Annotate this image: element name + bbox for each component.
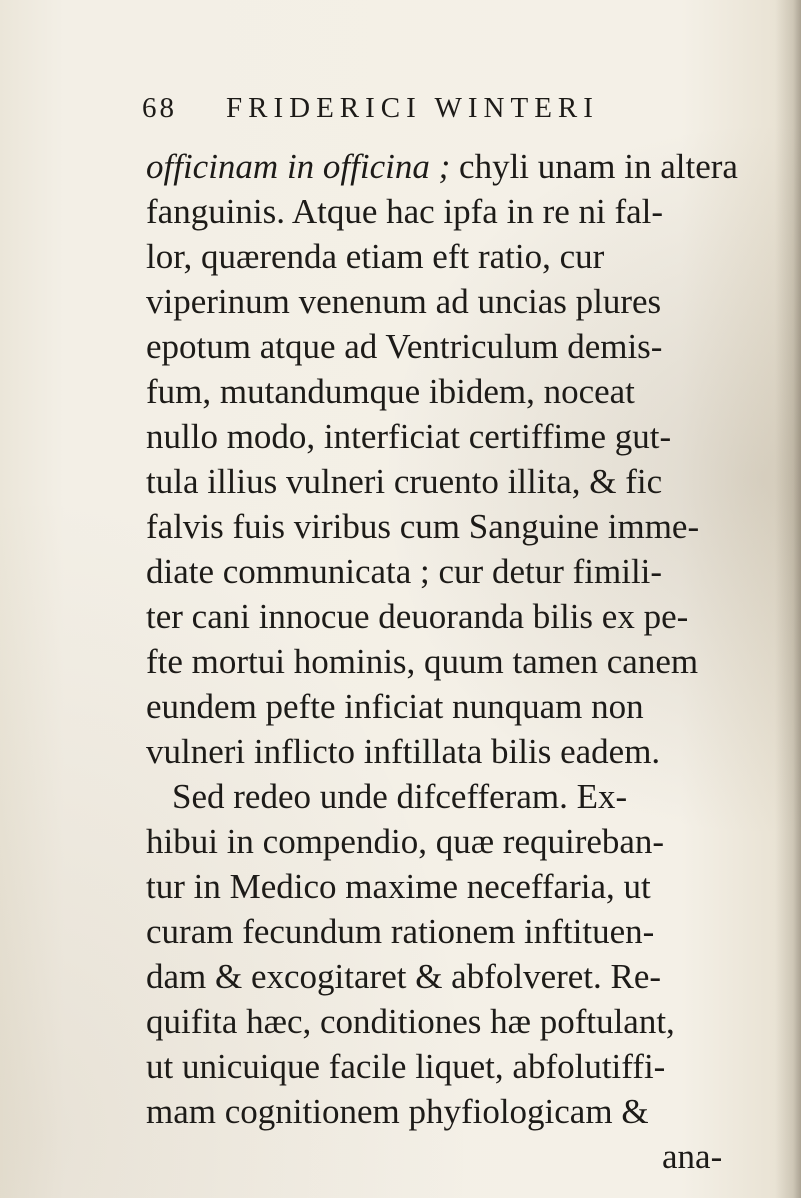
text-line: ut unicuique facile liquet, abfolutiffi-	[146, 1047, 666, 1086]
text-line: diate communicata ; cur detur fimili-	[146, 552, 663, 591]
running-head: FRIDERICI WINTERI	[226, 92, 599, 124]
text-line: fanguinis. Atque hac ipfa in re ni fal-	[146, 192, 664, 231]
text-line: tula illius vulneri cruento illita, & fic	[146, 462, 663, 501]
text-line: hibui in compendio, quæ requireban-	[146, 822, 665, 861]
catchword: ana-	[662, 1137, 723, 1176]
text-line: quifita hæc, conditiones hæ poftulant,	[146, 1002, 675, 1041]
italic-phrase: officinam in officina ;	[146, 147, 451, 186]
page-number: 68	[142, 92, 177, 124]
text-line: lor, quærenda etiam eft ratio, cur	[146, 237, 605, 276]
text-line: eundem pefte inficiat nunquam non	[146, 687, 644, 726]
text-line: fum, mutandumque ibidem, noceat	[146, 372, 635, 411]
text-line	[146, 145, 738, 189]
text-line: viperinum venenum ad uncias plures	[146, 282, 662, 321]
text-line: tur in Medico maxime neceffaria, ut	[146, 867, 651, 906]
text-line: curam fecundum rationem inftituen-	[146, 912, 655, 951]
text-line: nullo modo, interficiat certiffime gut-	[146, 417, 672, 456]
text-line: fte mortui hominis, quum tamen canem	[146, 642, 699, 681]
text-line: Sed redeo unde difcefferam. Ex-	[172, 777, 628, 816]
line-text: chyli unam in altera	[459, 147, 738, 186]
text-line: ter cani innocue deuoranda bilis ex pe-	[146, 597, 689, 636]
text-line: falvis fuis viribus cum Sanguine imme-	[146, 507, 700, 546]
text-line: vulneri inflicto inftillata bilis eadem.	[146, 732, 661, 771]
text-line: dam & excogitaret & abfolveret. Re-	[146, 957, 662, 996]
text-line: mam cognitionem phyfiologicam &	[146, 1092, 649, 1131]
text-line: epotum atque ad Ventriculum demis-	[146, 327, 663, 366]
